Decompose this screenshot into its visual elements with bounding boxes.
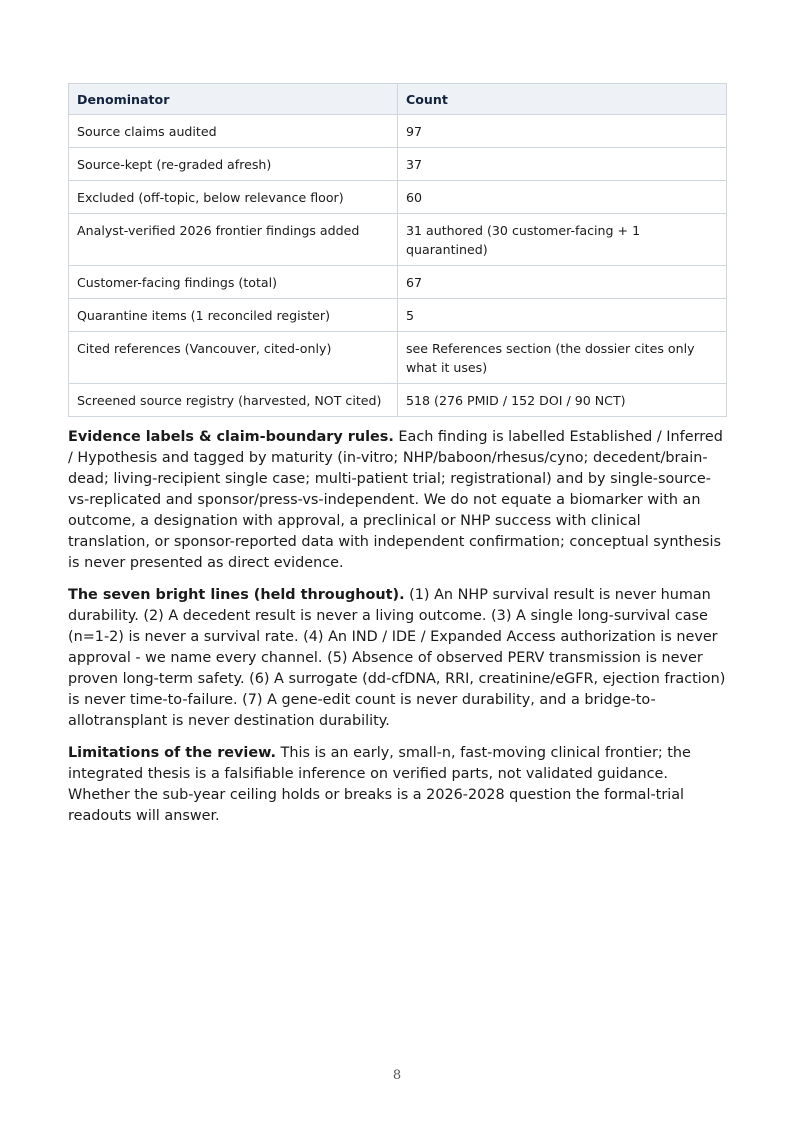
table-row: [69, 299, 727, 332]
table-row: [69, 214, 727, 266]
denominator-cell: Screened source registry (harvested, NOT cited): [69, 384, 398, 417]
column-header-denominator: Denominator: [69, 84, 398, 115]
table-row: [69, 266, 727, 299]
denominator-cell: Customer-facing findings (total): [69, 266, 398, 299]
paragraph-lead: Evidence labels & claim-boundary rules.: [68, 429, 394, 445]
count-cell: 5: [398, 299, 727, 332]
denominator-cell: Analyst-verified 2026 frontier findings added: [69, 214, 398, 266]
paragraph-lead: The seven bright lines (held throughout).: [68, 587, 405, 603]
bright-lines-paragraph: [68, 585, 726, 732]
count-cell: 518 (276 PMID / 152 DOI / 90 NCT): [398, 384, 727, 417]
count-cell: see References section (the dossier cites only what it uses): [398, 332, 727, 384]
count-cell: 67: [398, 266, 727, 299]
page-number: 8: [392, 1068, 402, 1083]
count-cell: 60: [398, 181, 727, 214]
limitations-paragraph: [68, 743, 726, 827]
denominator-cell: Cited references (Vancouver, cited-only): [69, 332, 398, 384]
paragraph-body: Each finding is labelled Established / Inferred / Hypothesis and tagged by maturity (in-vitro; NHP/baboon/rhesus/cyno; decedent/brain-dead; living-recipient single case; multi-patient trial; registrational) and by single-source-vs-replicated and sponsor/press-vs-independent. We do not equate a biomarker with an outcome, a designation with approval, a preclinical or NHP success with clinical translation, or sponsor-reported data with independent confirmation; conceptual synthesis is never presented as direct evidence.: [68, 429, 723, 571]
count-cell: 37: [398, 148, 727, 181]
table-row: [69, 332, 727, 384]
paragraph-body: This is an early, small-n, fast-moving clinical frontier; the integrated thesis is a falsifiable inference on verified parts, not validated guidance. Whether the sub-year ceiling holds or breaks is a 2026-2028 question the formal-trial readouts will answer.: [68, 745, 691, 824]
table-row: [69, 115, 727, 148]
denominator-cell: Excluded (off-topic, below relevance floor): [69, 181, 398, 214]
page-content: [68, 83, 726, 827]
column-header-count: Count: [398, 84, 727, 115]
denominator-cell: Source-kept (re-graded afresh): [69, 148, 398, 181]
table-row: [69, 181, 727, 214]
paragraph-body: (1) An NHP survival result is never human durability. (2) A decedent result is never a living outcome. (3) A single long-survival case (n=1-2) is never a survival rate. (4) An IND / IDE / Expanded Access authorization is never approval - we name every channel. (5) Absence of observed PERV transmission is never proven long-term safety. (6) A surrogate (dd-cfDNA, RRI, creatinine/eGFR, ejection fraction) is never time-to-failure. (7) A gene-edit count is never durability, and a bridge-to-allotransplant is never destination durability.: [68, 587, 726, 729]
table-header-row: [69, 84, 727, 115]
denominator-cell: Quarantine items (1 reconciled register): [69, 299, 398, 332]
denominator-table: [68, 83, 727, 417]
denominator-cell: Source claims audited: [69, 115, 398, 148]
count-cell: 97: [398, 115, 727, 148]
table-row: [69, 148, 727, 181]
count-cell: 31 authored (30 customer-facing + 1 quarantined): [398, 214, 727, 266]
table-row: [69, 384, 727, 417]
paragraph-lead: Limitations of the review.: [68, 745, 276, 761]
evidence-labels-paragraph: [68, 427, 726, 574]
